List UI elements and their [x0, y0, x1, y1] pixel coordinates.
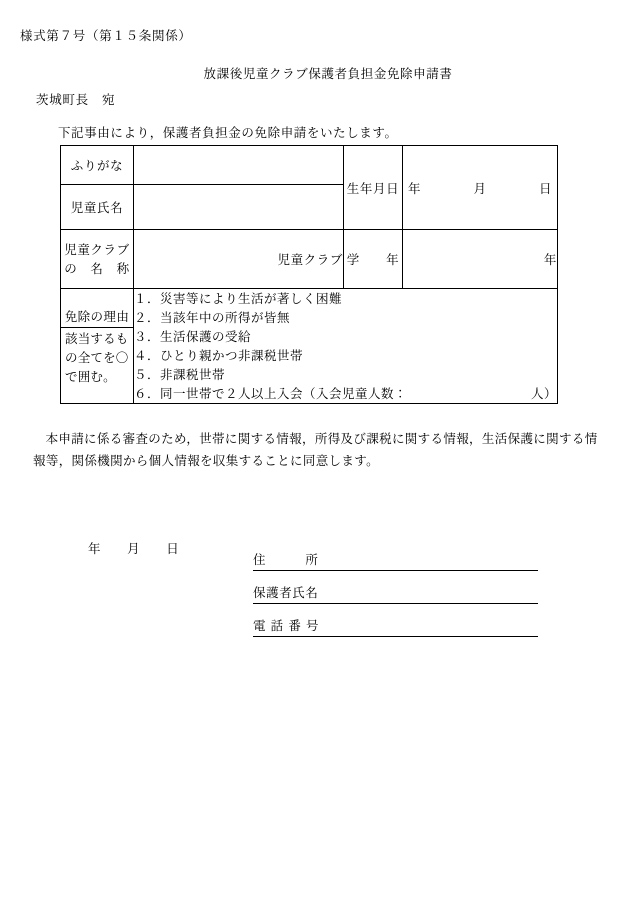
reason-option-2-text: 当該年中の所得が皆無 — [160, 310, 291, 325]
phone-field[interactable] — [253, 604, 538, 637]
child-name-label: 児童氏名 — [61, 185, 134, 230]
guardian-name-label: 保護者氏名 — [253, 585, 319, 600]
furigana-label: ふりがな — [61, 146, 134, 185]
club-name-label-line1: 児童クラブ — [64, 241, 130, 257]
application-table — [60, 145, 558, 404]
reason-label: 免除の理由 — [61, 305, 133, 328]
grade-input[interactable]: 年 — [403, 230, 558, 289]
reason-option-4-index: ４． — [134, 348, 161, 363]
reason-option-4[interactable] — [134, 346, 557, 365]
table-row — [61, 146, 558, 185]
addressee-line: 茨城町長 宛 — [36, 92, 116, 107]
reason-option-5[interactable] — [134, 365, 557, 384]
signature-date-year: 年 — [88, 541, 102, 556]
reason-option-6-index: ６． — [134, 386, 161, 401]
reason-option-6[interactable] — [134, 384, 557, 403]
reason-option-3[interactable] — [134, 327, 557, 346]
consent-statement — [33, 428, 599, 472]
club-name-label-line2: の 名 称 — [64, 261, 130, 276]
reason-option-5-index: ５． — [134, 367, 161, 382]
reason-row — [61, 289, 558, 404]
reason-option-1-text: 災害等により生活が著しく困難 — [160, 291, 343, 306]
page-title: 放課後児童クラブ保護者負担金免除申請書 — [203, 66, 453, 81]
reason-option-2[interactable] — [134, 308, 557, 327]
reason-option-6-tail: 人） — [530, 386, 557, 401]
reason-option-1-index: １． — [134, 291, 161, 306]
address-label: 住 所 — [253, 552, 319, 567]
furigana-input[interactable] — [134, 146, 344, 185]
birthdate-label: 生年月日 — [344, 146, 403, 230]
reason-option-3-text: 生活保護の受給 — [160, 329, 252, 344]
signature-date-day: 日 — [166, 541, 180, 556]
form-number: 様式第７号（第１５条関係） — [20, 28, 192, 43]
reason-options-list — [134, 289, 558, 404]
grade-label: 学 年 — [344, 230, 403, 289]
table-row — [61, 230, 558, 289]
reason-option-6-text: 同一世帯で２人以上入会（入会児童人数： — [160, 386, 408, 401]
phone-label: 電 話 番 号 — [253, 618, 320, 633]
reason-instruction-line1: 該当するも — [65, 331, 129, 347]
signature-fields — [253, 538, 538, 637]
reason-instruction — [61, 328, 133, 386]
reason-option-5-text: 非課税世帯 — [160, 367, 226, 382]
reason-option-1[interactable] — [134, 289, 557, 308]
reason-label-cell — [61, 289, 134, 404]
birthdate-input[interactable]: 年 月 日 — [403, 146, 558, 230]
reason-option-3-index: ３． — [134, 329, 161, 344]
reason-instruction-line2: の全てを〇 — [65, 350, 129, 366]
club-name-input[interactable]: 児童クラブ — [134, 230, 344, 289]
guardian-name-field[interactable] — [253, 571, 538, 604]
child-name-input[interactable] — [134, 185, 344, 230]
reason-instruction-line3: で囲む。 — [65, 368, 116, 384]
signature-date-line[interactable] — [88, 539, 179, 557]
consent-paragraph: 本申請に係る審査のため，世帯に関する情報，所得及び課税に関する情報，生活保護に関する情報等，関係機関から個人情報を収集することに同意します。 — [33, 431, 598, 468]
reason-option-2-index: ２． — [134, 310, 161, 325]
signature-date-month: 月 — [127, 541, 141, 556]
address-field[interactable] — [253, 538, 538, 571]
intro-sentence: 下記事由により，保護者負担金の免除申請をいたします。 — [58, 125, 398, 140]
reason-option-4-text: ひとり親かつ非課税世帯 — [160, 348, 304, 363]
club-name-label — [61, 230, 134, 289]
